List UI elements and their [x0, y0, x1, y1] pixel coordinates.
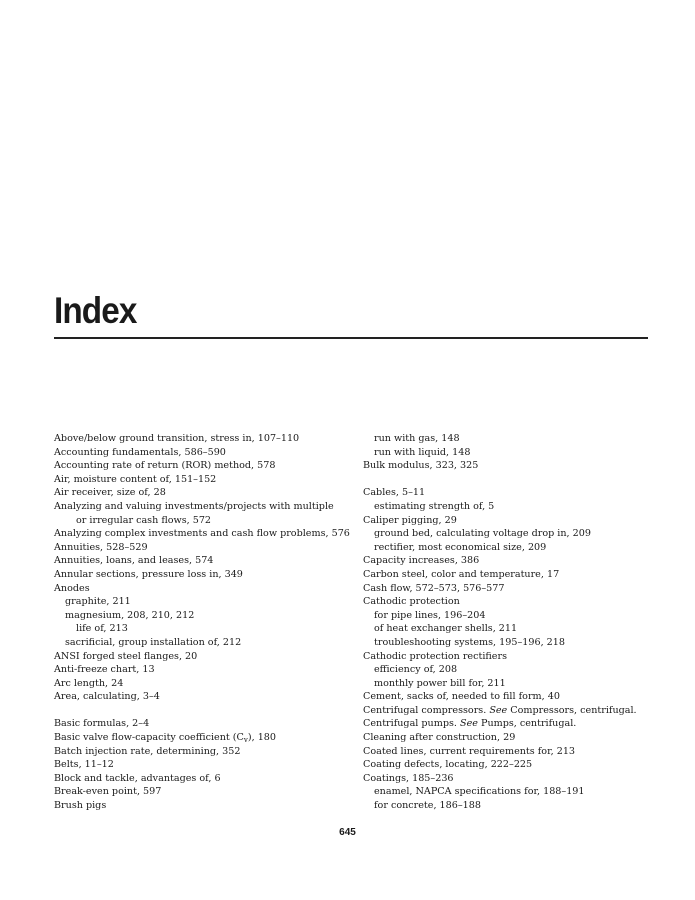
index-entry: Basic formulas, 2–4: [54, 718, 150, 730]
index-section-gap: [363, 473, 663, 487]
index-entry: Bulk modulus, 323, 325: [363, 460, 479, 472]
index-entry: Coatings, 185–236: [363, 772, 454, 784]
index-entry: ANSI forged steel flanges, 20: [54, 650, 198, 662]
see-reference: See: [489, 704, 508, 716]
page-title: Index: [54, 290, 137, 331]
index-entry: Analyzing complex investments and cash flow problems, 576: [54, 528, 350, 540]
index-entry: Batch injection rate, determining, 352: [54, 745, 241, 757]
index-column-left: [54, 432, 354, 813]
index-entry: Analyzing and valuing investments/projects with multiple: [54, 500, 334, 512]
index-entry: Accounting rate of return (ROR) method, 578: [54, 460, 276, 472]
index-subentry: for concrete, 186–188: [374, 800, 481, 812]
index-subentry: troubleshooting systems, 195–196, 218: [374, 636, 565, 648]
index-entry: Basic valve flow-capacity coefficient $(C_v)$, 180: [54, 732, 277, 745]
index-entry: Centrifugal pumps. See Pumps, centrifugal.: [363, 718, 577, 730]
index-subentry: estimating strength of, 5: [374, 500, 495, 512]
subscript: v: [243, 736, 248, 745]
index-subentry: of heat exchanger shells, 211: [374, 623, 518, 635]
index-entry: Block and tackle, advantages of, 6: [54, 772, 221, 784]
index-entry: Coated lines, current requirements for, 213: [363, 745, 576, 757]
index-entry: Air receiver, size of, 28: [54, 487, 166, 499]
index-subentry: run with gas, 148: [374, 433, 460, 444]
index-entry: Anti-freeze chart, 13: [54, 664, 155, 676]
index-subentry: enamel, NAPCA specifications for, 188–191: [374, 786, 585, 798]
index-entry: Belts, 11–12: [54, 759, 114, 771]
index-entry: Area, calculating, 3–4: [54, 691, 160, 703]
index-entry: Caliper pigging, 29: [363, 514, 457, 526]
index-subentry: monthly power bill for, 211: [374, 677, 506, 689]
index-entry: Cathodic protection rectifiers: [363, 650, 507, 662]
index-entry: Brush pigs: [54, 800, 107, 812]
index-subentry: efficiency of, 208: [374, 664, 458, 676]
index-entry: Coating defects, locating, 222–225: [363, 759, 533, 771]
index-subentry: for pipe lines, 196–204: [374, 609, 486, 621]
index-subentry: magnesium, 208, 210, 212: [65, 609, 195, 621]
index-entry: Carbon steel, color and temperature, 17: [363, 568, 560, 580]
index-entry: Annuities, loans, and leases, 574: [54, 555, 214, 567]
index-subentry: or irregular cash flows, 572: [76, 514, 212, 526]
index-entry: Arc length, 24: [54, 677, 124, 689]
index-column-right: [363, 432, 663, 813]
index-section-gap: [54, 704, 354, 718]
index-entry: Break-even point, 597: [54, 786, 162, 798]
index-entry: Air, moisture content of, 151–152: [54, 473, 217, 485]
index-entry: Cleaning after construction, 29: [363, 732, 516, 744]
index-entry: Cathodic protection: [363, 596, 460, 608]
index-subentry: sacrificial, group installation of, 212: [65, 636, 242, 648]
index-entry: Cables, 5–11: [363, 487, 426, 499]
see-reference: See: [460, 718, 478, 730]
page-number: 645: [339, 827, 356, 838]
index-entry: Anodes: [54, 582, 90, 594]
index-entry: Annular sections, pressure loss in, 349: [54, 568, 243, 580]
index-subentry: graphite, 211: [65, 596, 131, 608]
title-rule: [54, 337, 648, 339]
index-subentry: life of, 213: [76, 623, 128, 635]
index-entry: Capacity increases, 386: [363, 555, 480, 567]
index-subentry: run with liquid, 148: [374, 446, 471, 458]
index-entry: Cement, sacks of, needed to fill form, 40: [363, 691, 560, 703]
index-entry: Above/below ground transition, stress in, 107–110: [54, 433, 300, 444]
index-entry: Accounting fundamentals, 586–590: [54, 446, 226, 458]
index-entry: Cash flow, 572–573, 576–577: [363, 582, 505, 594]
index-subentry: rectifier, most economical size, 209: [374, 541, 547, 553]
index-subentry: ground bed, calculating voltage drop in, 209: [374, 528, 591, 540]
index-entry: Annuities, 528–529: [54, 541, 148, 553]
index-entry: Centrifugal compressors. See Compressors, centrifugal.: [363, 704, 637, 716]
